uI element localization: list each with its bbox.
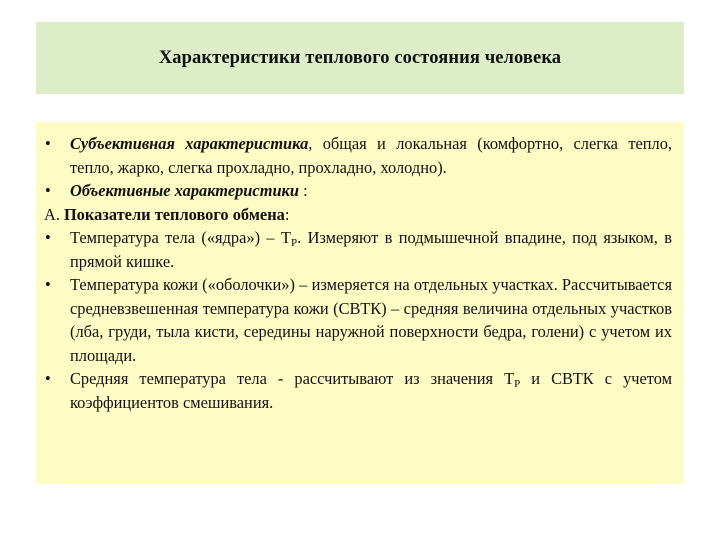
bullet-marker: •	[45, 134, 51, 153]
subscript: P	[514, 378, 521, 390]
item-text: Температура кожи («оболочки») – измеряется на отдельных участках. Рассчитывается средневзвешенная температура кожи (СВТК) – средняя величина отдельных участков (лба, груди, тыла кисти, середины наружной поверхности бедра, голени) с учетом их площади.	[70, 275, 672, 365]
list-item	[44, 273, 672, 367]
list-heading	[44, 203, 672, 227]
list-item	[44, 367, 672, 414]
list-item	[44, 226, 672, 273]
list-item	[44, 179, 672, 203]
item-body: , общая и локальная (комфортно, слегка тепло, тепло, жарко, слегка прохладно, прохладно, холодно).	[70, 134, 672, 177]
item-body-end: и СВТК с учетом коэффициентов смешивания.	[70, 369, 672, 412]
content-panel	[36, 122, 684, 484]
item-emphasis: Объективные характеристики	[70, 181, 299, 200]
list-item	[44, 132, 672, 179]
item-body: :	[284, 204, 290, 224]
item-body-start: Температура тела («ядра») – T	[70, 228, 291, 247]
title-banner	[36, 22, 684, 94]
subscript: P	[290, 237, 298, 249]
letter-marker: A.	[44, 204, 60, 224]
item-body-start: Средняя температура тела - рассчитывают из значения T	[70, 369, 515, 388]
item-emphasis: Субъективная характеристика	[70, 134, 309, 153]
item-text	[67, 367, 672, 414]
item-body: :	[298, 181, 308, 200]
slide-title: Характеристики теплового состояния человека	[158, 47, 562, 68]
item-text	[67, 179, 672, 203]
item-text	[67, 132, 672, 179]
item-text	[64, 203, 289, 227]
bullet-marker: •	[45, 275, 51, 294]
bullet-marker: •	[45, 181, 51, 200]
item-emphasis: Показатели теплового обмена	[63, 204, 285, 224]
bullet-marker: •	[45, 228, 51, 247]
item-body-end: . Измеряют в подмышечной впадине, под языком, в прямой кишке.	[70, 228, 673, 271]
item-text	[67, 226, 672, 273]
bullet-marker: •	[45, 369, 51, 388]
